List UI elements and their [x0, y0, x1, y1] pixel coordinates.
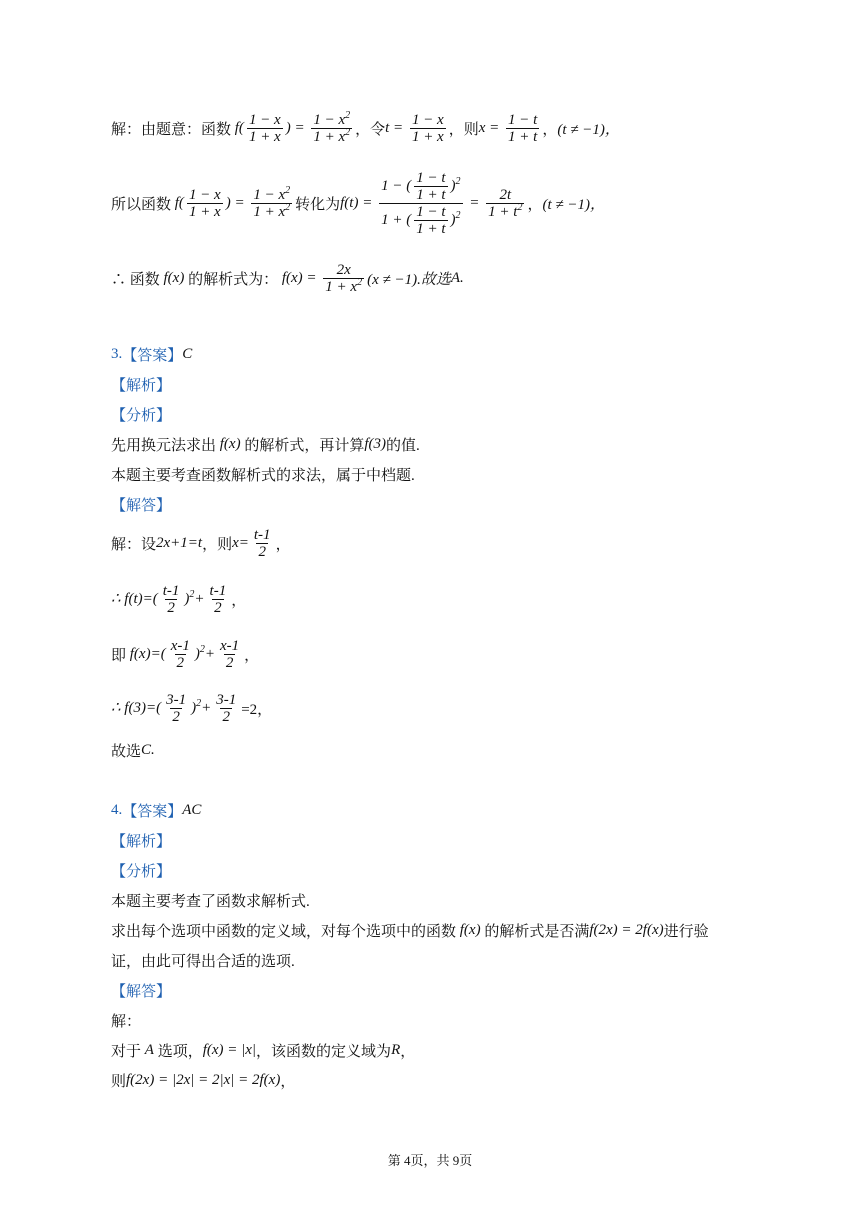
text: 即 — [111, 648, 127, 664]
q3-jieda: 【解答】 — [111, 498, 172, 514]
text: ∴ 函数 — [111, 272, 160, 288]
formula: f(x) — [159, 270, 189, 286]
text: (x ≠ −1).故选 — [367, 272, 451, 288]
q4-analysis-2 — [111, 920, 709, 941]
text: 的解析式是否满 — [484, 924, 590, 940]
text: =2， — [241, 702, 273, 718]
formula: f( $\frac{1 - x}{1 + x}$ ) = $\frac{1 - x^2}{1 + x^2}$ — [231, 110, 351, 145]
text: 的解析式为： — [188, 272, 279, 288]
text: 进行验 — [663, 924, 709, 940]
q3-jiexi: 【解析】 — [111, 378, 172, 394]
text: ， — [400, 1044, 416, 1060]
formula: f(x) — [216, 436, 245, 452]
q4-analysis-3: 证，由此可得出合适的选项. — [111, 954, 295, 970]
q4-step-1 — [111, 1040, 415, 1061]
text: ，该函数的定义域为 — [256, 1044, 392, 1060]
formula: f(2x) = 2f(x) — [589, 922, 664, 938]
condition: (t ≠ −1)， — [542, 197, 605, 213]
choice: A. — [450, 270, 464, 286]
formula: f(x) = $\frac{2x}{1 + x^2}$ — [278, 262, 363, 295]
formula: f(x) = |x| — [202, 1042, 257, 1058]
q4-answer-line — [111, 800, 201, 821]
text: 转化为 — [295, 197, 341, 213]
text: ，则 — [202, 537, 233, 553]
text: 先用换元法求出 — [111, 438, 217, 454]
formula: f(x) — [456, 922, 485, 938]
q3-step-1 — [111, 527, 291, 560]
q3-step-2 — [111, 583, 246, 616]
sol2-line3 — [111, 262, 464, 295]
formula: f(x)=( $\frac{x-1}{2}$ )$^2$+ $\frac{x-1}{2}$ — [126, 638, 240, 671]
answer-value: C — [182, 346, 193, 362]
option-letter: A — [141, 1042, 158, 1058]
formula: f(t) = 1 − ( $\frac{1 - t}{1 + t}$ )$^2$ 1 + ( $\frac{1 - t}{1 + t}$ )$^2$ = $\frac{2t}{1 + t^2}$ — [340, 170, 523, 237]
text: ， — [527, 197, 543, 213]
answer-tag: 【答案】 — [122, 348, 183, 364]
q4-jiexi: 【解析】 — [111, 834, 172, 850]
text: ，则 — [448, 122, 479, 138]
text: 故选 — [111, 744, 142, 760]
formula: f(2x) = |2x| = 2|x| = 2f(x) — [126, 1072, 281, 1088]
text: 解：设 — [111, 537, 157, 553]
domain-symbol: R — [391, 1042, 401, 1058]
formula: 2x+1=t — [156, 535, 203, 551]
q3-analysis-1 — [111, 434, 420, 455]
text: 解：由题意：函数 — [111, 122, 232, 138]
formula: t = $\frac{1 - x}{1 + x}$ — [385, 112, 444, 145]
text: 则 — [111, 1074, 127, 1090]
formula: x = $\frac{1 - t}{1 + t}$ — [478, 112, 538, 145]
q3-analysis-2: 本题主要考查函数解析式的求法，属于中档题. — [111, 468, 415, 484]
text: 所以函数 — [111, 197, 172, 213]
q4-step-2 — [111, 1070, 295, 1091]
text: 选项， — [157, 1044, 203, 1060]
q3-step-5 — [111, 740, 155, 761]
formula: f( $\frac{1 - x}{1 + x}$ ) = $\frac{1 - x^2}{1 + x^2}$ — [171, 185, 291, 220]
question-number: 3. — [111, 346, 123, 362]
text: 求出每个选项中函数的定义域，对每个选项中的函数 — [111, 924, 457, 940]
formula: ∴ f(t)=( $\frac{t-1}{2}$ )$^2$+ $\frac{t-1}{2}$ — [111, 583, 227, 616]
q4-jieda: 【解答】 — [111, 984, 172, 1000]
choice: C. — [141, 742, 155, 758]
answer-value: AC — [182, 802, 202, 818]
question-number: 4. — [111, 802, 123, 818]
formula: f(3) — [364, 436, 387, 452]
q3-answer-line — [111, 344, 192, 365]
q4-step-0: 解： — [111, 1014, 142, 1030]
page-footer: 第 4页，共 9页 — [387, 1153, 473, 1168]
answer-tag: 【答案】 — [122, 804, 183, 820]
q3-step-4 — [111, 692, 272, 725]
text: 的值. — [386, 438, 420, 454]
sol2-line2 — [111, 170, 605, 237]
text: ， — [231, 593, 247, 609]
formula: ∴ f(3)=( $\frac{3-1}{2}$ )$^2$+ $\frac{3-1}{2}$ — [111, 692, 237, 725]
text: ， — [280, 1074, 296, 1090]
condition: (t ≠ −1)， — [557, 122, 620, 138]
text: 对于 — [111, 1044, 142, 1060]
text: ，令 — [355, 122, 386, 138]
text: ， — [244, 648, 260, 664]
text: ， — [275, 537, 291, 553]
q4-fenxi: 【分析】 — [111, 864, 172, 880]
q4-analysis-1: 本题主要考查了函数求解析式. — [111, 894, 310, 910]
q3-fenxi: 【分析】 — [111, 408, 172, 424]
q3-step-3 — [111, 638, 259, 671]
sol2-line1 — [111, 112, 620, 145]
text: 的解析式，再计算 — [244, 438, 365, 454]
text: ， — [542, 122, 558, 138]
formula: x= $\frac{t-1}{2}$ — [232, 527, 271, 560]
